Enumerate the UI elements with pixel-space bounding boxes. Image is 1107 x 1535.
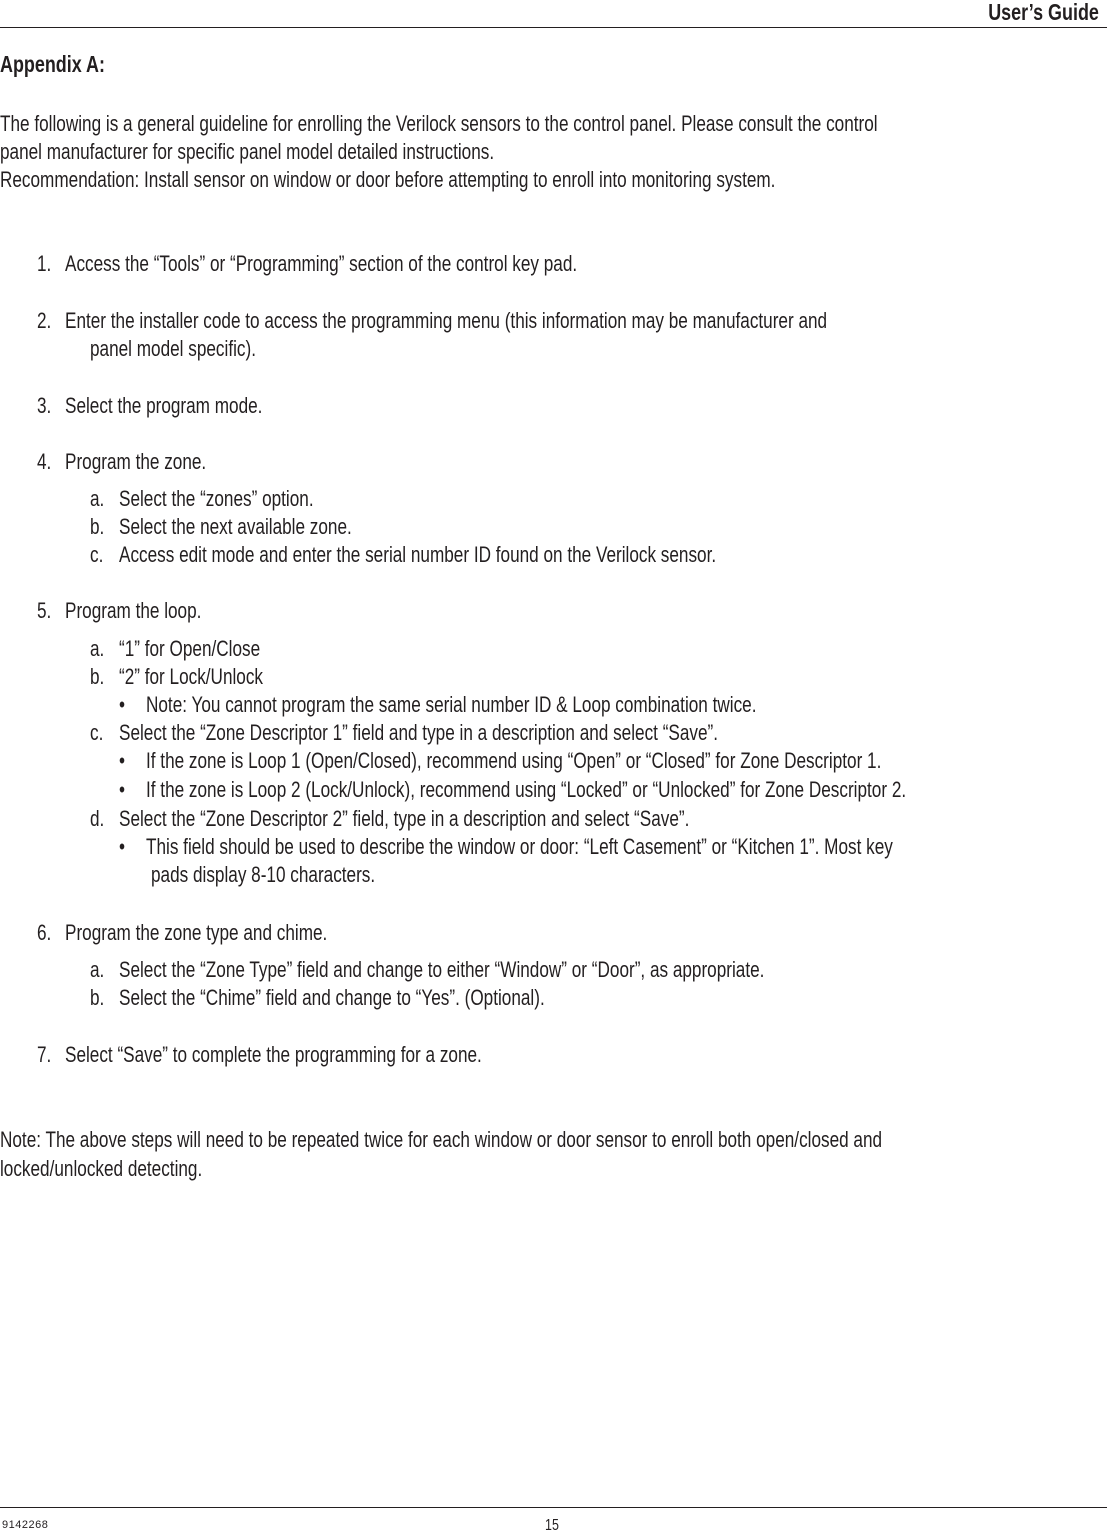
step-number: 4. bbox=[37, 449, 52, 474]
substep-text: “2” for Lock/Unlock bbox=[119, 664, 264, 689]
footer-rule bbox=[0, 1507, 1107, 1508]
substep-text: “1” for Open/Close bbox=[119, 636, 261, 661]
substep-letter: a. bbox=[90, 486, 105, 511]
substep-text: Select the “Zone Descriptor 2” field, type in a description and select “Save”. bbox=[119, 806, 690, 831]
substep-text: Select the “Zone Type” field and change to either “Window” or “Door”, as appropriate. bbox=[119, 957, 765, 982]
bullet-glyph: • bbox=[119, 748, 126, 773]
header-rule bbox=[0, 27, 1107, 28]
substep-letter: d. bbox=[90, 806, 105, 831]
step-text: Program the loop. bbox=[65, 598, 202, 623]
bullet-glyph: • bbox=[119, 692, 126, 717]
note-line-1: Note: The above steps will need to be repeated twice for each window or door sensor to enroll both open/closed and bbox=[0, 1127, 883, 1152]
substep-text: Select the next available zone. bbox=[119, 514, 352, 539]
step-text: Program the zone. bbox=[65, 449, 207, 474]
step-text: Program the zone type and chime. bbox=[65, 920, 328, 945]
step-text-continued: panel model specific). bbox=[90, 336, 256, 361]
substep-letter: c. bbox=[90, 720, 104, 745]
substep-text: Access edit mode and enter the serial number ID found on the Verilock sensor. bbox=[119, 542, 717, 567]
substep-letter: b. bbox=[90, 664, 105, 689]
step-text: Select the program mode. bbox=[65, 393, 263, 418]
step-text: Select “Save” to complete the programming for a zone. bbox=[65, 1042, 482, 1067]
substep-letter: a. bbox=[90, 636, 105, 661]
bullet-text: If the zone is Loop 1 (Open/Closed), recommend using “Open” or “Closed” for Zone Descriptor 1. bbox=[146, 748, 882, 773]
bullet-text: If the zone is Loop 2 (Lock/Unlock), recommend using “Locked” or “Unlocked” for Zone Descriptor 2. bbox=[146, 777, 907, 802]
recommendation: Recommendation: Install sensor on window or door before attempting to enroll into monitoring system. bbox=[0, 167, 776, 192]
page-header-title: User’s Guide bbox=[988, 0, 1099, 25]
bullet-text-continued: pads display 8-10 characters. bbox=[151, 862, 376, 887]
page-number: 15 bbox=[545, 1517, 559, 1534]
substep-letter: a. bbox=[90, 957, 105, 982]
step-number: 3. bbox=[37, 393, 52, 418]
bullet-text: Note: You cannot program the same serial number ID & Loop combination twice. bbox=[146, 692, 757, 717]
substep-letter: b. bbox=[90, 514, 105, 539]
step-text: Access the “Tools” or “Programming” section of the control key pad. bbox=[65, 251, 578, 276]
document-code: 9142268 bbox=[2, 1519, 49, 1531]
step-number: 7. bbox=[37, 1042, 52, 1067]
substep-text: Select the “Chime” field and change to “Yes”. (Optional). bbox=[119, 985, 545, 1010]
substep-letter: c. bbox=[90, 542, 104, 567]
step-number: 2. bbox=[37, 308, 52, 333]
note-line-2: locked/unlocked detecting. bbox=[0, 1156, 203, 1181]
step-number: 5. bbox=[37, 598, 52, 623]
intro-line-2: panel manufacturer for specific panel model detailed instructions. bbox=[0, 139, 495, 164]
appendix-title: Appendix A: bbox=[0, 51, 105, 77]
substep-letter: b. bbox=[90, 985, 105, 1010]
bullet-glyph: • bbox=[119, 777, 126, 802]
step-text: Enter the installer code to access the programming menu (this information may be manufacturer and bbox=[65, 308, 828, 333]
intro-line-1: The following is a general guideline for enrolling the Verilock sensors to the control panel. Please consult the control bbox=[0, 111, 878, 136]
step-number: 6. bbox=[37, 920, 52, 945]
substep-text: Select the “Zone Descriptor 1” field and type in a description and select “Save”. bbox=[119, 720, 719, 745]
bullet-text: This field should be used to describe the window or door: “Left Casement” or “Kitchen 1”. Most key bbox=[146, 834, 893, 859]
step-number: 1. bbox=[37, 251, 52, 276]
substep-text: Select the “zones” option. bbox=[119, 486, 314, 511]
bullet-glyph: • bbox=[119, 834, 126, 859]
